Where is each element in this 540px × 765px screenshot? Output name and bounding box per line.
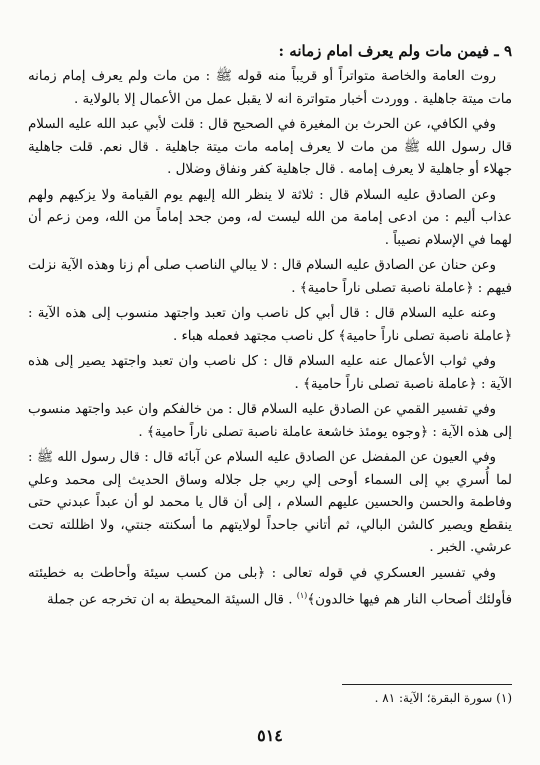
footnote-text: (١) سورة البقرة؛ الآية: ٨١ . (374, 691, 512, 705)
paragraph: وفي ثواب الأعمال عنه عليه السلام قال : كل ناصب وان تعبد واجتهد يصير إلى هذه الآية : ﴿عاملة ناصبة تصلى ناراً حامية﴾ . (28, 354, 512, 392)
paragraph: وفي تفسير القمي عن الصادق عليه السلام قال : من خالفكم وان عبد واجتهد منسوب إلى هذه الآية : ﴿وجوه يومئذ خاشعة عاملة ناصبة تصلى ناراً حامية﴾ . (28, 402, 512, 440)
footnote-divider (342, 684, 512, 685)
paragraph: وفي الكافي، عن الحرث بن المغيرة في الصحيح قال : قلت لأبي عبد الله عليه السلام قال رسول الله ﷺ من مات لا يعرف إمامه مات ميتة جاهلية . قال نعم. قلت جاهلية جهلاء أو جاهلية لا يعرف إمامه . قال جاهلية كفر ونفاق وضلال . (28, 117, 512, 177)
paragraph: وعنه عليه السلام قال : قال أبي كل ناصب وان تعبد واجتهد منسوب إلى هذه الآية : ﴿عاملة ناصبة تصلى ناراً حامية﴾ كل ناصب مجتهد فعمله هباء . (28, 306, 512, 344)
paragraph: روت العامة والخاصة متواتراً أو قريباً منه قوله ﷺ : من مات ولم يعرف إمام زمانه مات ميتة جاهلية . ووردت أخبار متواترة انه لا يقبل عمل من الأعمال إلا بالولاية . (28, 69, 512, 107)
footnotes (28, 684, 512, 705)
section-heading: ٩ ـ فيمن مات ولم يعرف امام زمانه : (278, 42, 512, 60)
page-body (28, 40, 512, 615)
footnote-reference: (١) (296, 591, 308, 600)
paragraph: وعن حنان عن الصادق عليه السلام قال : لا يبالي الناصب صلى أم زنا وهذه الآية نزلت فيهم : ﴿عاملة ناصبة تصلى ناراً حامية﴾ . (28, 258, 512, 296)
last-paragraph-continuation: . قال السيئة المحيطة به ان تخرجه عن جملة (47, 592, 297, 608)
paragraph: وفي العيون عن المفضل عن الصادق عليه السلام عن آبائه قال : قال رسول الله ﷺ : لما أُسري بي إلى السماء أوحى إلي ربي جل جلاله وساق الحديث إلى محمد وعلي وفاطمة والحسن والحسين عليهم السلام ، إلى أن قال يا محمد لو أن عبداً عبدني حتى ينقطع ويصير كالشن البالي، ثم أتاني جاحداً لولايتهم ما أسكنته جنتي، ولا اظللته تحت عرشي. الخبر . (28, 450, 512, 555)
paragraph: وعن الصادق عليه السلام قال : ثلاثة لا ينظر الله إليهم يوم القيامة ولا يزكيهم ولهم عذاب أليم : من ادعى إمامة من الله ليست له، ومن جحد إماماً من الله، ومن زعم أن لهما في الإسلام نصيباً . (28, 187, 512, 248)
last-paragraph (28, 563, 512, 612)
last-paragraph-text: وفي تفسير العسكري في قوله تعالى : ﴿بلى من كسب سيئة وأحاطت به خطيئته فأولئك أصحاب النار هم فيها خالدون﴾ (28, 565, 512, 608)
page-number: ٥١٤ (257, 726, 283, 745)
